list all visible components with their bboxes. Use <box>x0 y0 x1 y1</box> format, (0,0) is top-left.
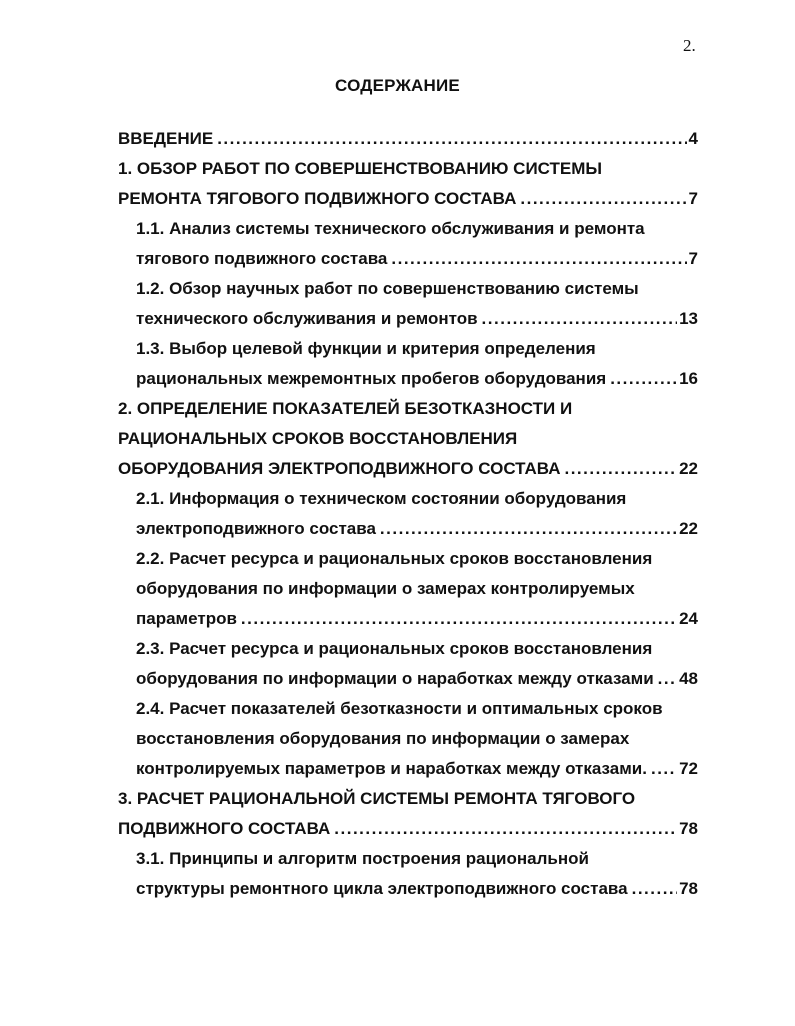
dot-leader <box>241 604 677 634</box>
toc-entry-text: 3.1. Принципы и алгоритм построения рациональной <box>136 849 589 868</box>
toc-entry-line <box>136 874 698 904</box>
toc-entry-line <box>136 754 698 784</box>
toc-page-number: 24 <box>679 609 698 628</box>
toc-page-number: 22 <box>679 519 698 538</box>
toc-entry-text: 2.4. Расчет показателей безотказности и оптимальных сроков <box>136 699 663 718</box>
toc-entry-text: ОБОРУДОВАНИЯ ЭЛЕКТРОПОДВИЖНОГО СОСТАВА <box>118 459 561 478</box>
toc-entry[interactable] <box>0 214 795 274</box>
dot-leader <box>391 244 686 274</box>
toc-page-number: 16 <box>679 369 698 388</box>
toc-entry-line <box>118 814 698 844</box>
toc-entry-text: 2. ОПРЕДЕЛЕНИЕ ПОКАЗАТЕЛЕЙ БЕЗОТКАЗНОСТИ И <box>118 399 573 418</box>
toc-entry-text: РАЦИОНАЛЬНЫХ СРОКОВ ВОССТАНОВЛЕНИЯ <box>118 429 518 448</box>
toc-entry-text: тягового подвижного состава <box>136 249 388 268</box>
table-of-contents <box>0 124 795 904</box>
toc-entry-line <box>136 604 698 634</box>
dot-leader <box>217 124 686 154</box>
toc-entry-text: 2.2. Расчет ресурса и рациональных сроков восстановления <box>136 549 653 568</box>
toc-entry-line <box>118 124 698 154</box>
toc-entry-line <box>136 844 698 874</box>
toc-entry[interactable] <box>0 544 795 634</box>
toc-entry[interactable] <box>0 784 795 844</box>
dot-leader <box>564 454 677 484</box>
toc-page-number: 78 <box>679 879 698 898</box>
dot-leader <box>334 814 677 844</box>
toc-entry-line <box>136 664 698 694</box>
toc-entry-line <box>136 364 698 394</box>
toc-entry-line <box>136 544 698 574</box>
toc-entry[interactable] <box>0 634 795 694</box>
page-number: 2. <box>683 36 696 55</box>
toc-page-number: 13 <box>679 309 698 328</box>
dot-leader <box>632 874 677 904</box>
toc-entry-line <box>136 274 698 304</box>
toc-page-number: 4 <box>688 129 698 148</box>
dot-leader <box>651 754 677 784</box>
dot-leader <box>520 184 686 214</box>
toc-page-number: 48 <box>679 669 698 688</box>
toc-entry-line <box>118 154 698 184</box>
toc-entry-line <box>136 634 698 664</box>
toc-entry-line <box>118 184 698 214</box>
toc-entry[interactable] <box>0 484 795 544</box>
toc-entry-text: технического обслуживания и ремонтов <box>136 309 478 328</box>
dot-leader <box>610 364 677 394</box>
toc-entry-line <box>136 514 698 544</box>
toc-entry-text: оборудования по информации о наработках между отказами <box>136 669 654 688</box>
toc-entry-text: 1.2. Обзор научных работ по совершенствованию системы <box>136 279 639 298</box>
toc-entry-line <box>136 484 698 514</box>
toc-entry[interactable] <box>0 124 795 154</box>
toc-page-number: 7 <box>688 249 698 268</box>
toc-entry-text: оборудования по информации о замерах контролируемых <box>136 579 635 598</box>
toc-entry[interactable] <box>0 694 795 784</box>
page-title: СОДЕРЖАНИЕ <box>335 76 460 95</box>
toc-entry-line <box>136 694 698 724</box>
toc-entry-text: ПОДВИЖНОГО СОСТАВА <box>118 819 331 838</box>
toc-entry-line <box>136 304 698 334</box>
toc-entry-text: 1. ОБЗОР РАБОТ ПО СОВЕРШЕНСТВОВАНИЮ СИСТЕМЫ <box>118 159 603 178</box>
toc-entry[interactable] <box>0 844 795 904</box>
toc-entry-line <box>136 334 698 364</box>
toc-entry-text: структуры ремонтного цикла электроподвижного состава <box>136 879 628 898</box>
toc-entry-line <box>118 424 698 454</box>
toc-entry-text: параметров <box>136 609 237 628</box>
toc-entry-text: ВВЕДЕНИЕ <box>118 129 214 148</box>
dot-leader <box>380 514 677 544</box>
toc-entry-text: рациональных межремонтных пробегов оборудования <box>136 369 607 388</box>
toc-entry[interactable] <box>0 394 795 484</box>
toc-entry-text: 2.3. Расчет ресурса и рациональных сроков восстановления <box>136 639 653 658</box>
toc-entry[interactable] <box>0 334 795 394</box>
toc-entry-line <box>118 394 698 424</box>
dot-leader <box>482 304 678 334</box>
toc-page-number: 72 <box>679 759 698 778</box>
toc-page-number: 78 <box>679 819 698 838</box>
toc-page-number: 22 <box>679 459 698 478</box>
toc-entry-line <box>136 574 698 604</box>
toc-entry-line <box>118 784 698 814</box>
toc-entry-line <box>136 724 698 754</box>
toc-entry-text: контролируемых параметров и наработках между отказами. <box>136 759 647 778</box>
toc-entry[interactable] <box>0 274 795 334</box>
toc-entry-text: 1.3. Выбор целевой функции и критерия определения <box>136 339 596 358</box>
toc-entry-line <box>136 214 698 244</box>
toc-entry-text: электроподвижного состава <box>136 519 376 538</box>
toc-entry-text: восстановления оборудования по информации о замерах <box>136 729 630 748</box>
toc-entry-text: 3. РАСЧЕТ РАЦИОНАЛЬНОЙ СИСТЕМЫ РЕМОНТА ТЯГОВОГО <box>118 789 636 808</box>
toc-entry-text: РЕМОНТА ТЯГОВОГО ПОДВИЖНОГО СОСТАВА <box>118 189 517 208</box>
toc-entry-text: 2.1. Информация о техническом состоянии оборудования <box>136 489 627 508</box>
toc-page-number: 7 <box>688 189 698 208</box>
toc-entry-line <box>118 454 698 484</box>
toc-entry-line <box>136 244 698 274</box>
toc-entry-text: 1.1. Анализ системы технического обслуживания и ремонта <box>136 219 645 238</box>
toc-entry[interactable] <box>0 154 795 214</box>
dot-leader <box>658 664 677 694</box>
